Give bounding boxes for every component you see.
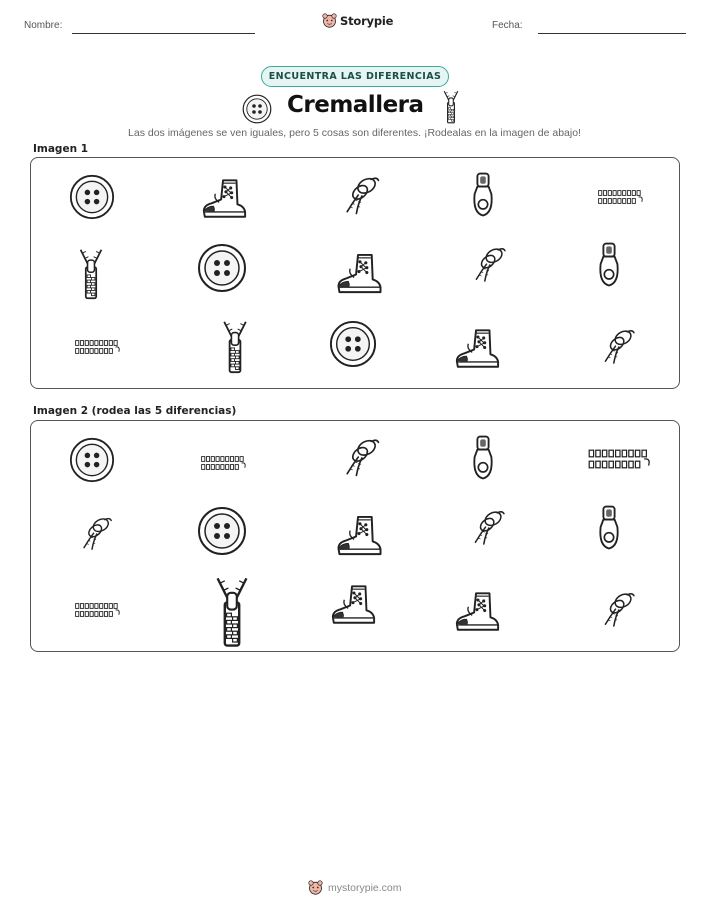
boot-icon bbox=[453, 327, 501, 371]
boot-icon[interactable] bbox=[453, 590, 501, 634]
storypie-logo bbox=[322, 13, 393, 28]
rope-icon bbox=[468, 244, 510, 286]
zipper-icon bbox=[221, 320, 249, 374]
button-title-icon bbox=[242, 94, 272, 124]
zipper-pull-icon bbox=[469, 171, 497, 219]
button-icon bbox=[69, 174, 115, 220]
footer-url[interactable]: mystorypie.com bbox=[328, 881, 402, 894]
zipper-teeth-icon bbox=[597, 189, 645, 205]
rope-icon bbox=[597, 326, 639, 368]
name-label: Nombre: bbox=[24, 20, 63, 31]
rope-icon bbox=[338, 173, 384, 219]
button-icon bbox=[329, 320, 377, 368]
image-1-label: Imagen 1 bbox=[33, 143, 89, 155]
zipper-teeth-icon[interactable] bbox=[74, 602, 122, 618]
date-label: Fecha: bbox=[492, 20, 523, 31]
boot-icon[interactable] bbox=[334, 514, 384, 558]
zipper-teeth-icon bbox=[74, 339, 122, 355]
footer bbox=[308, 880, 402, 895]
mascot-icon bbox=[308, 880, 323, 895]
boot-icon bbox=[200, 177, 248, 221]
page-title: Cremallera bbox=[287, 92, 424, 118]
button-icon bbox=[197, 243, 247, 293]
image-2-label: Imagen 2 (rodea las 5 diferencias) bbox=[33, 405, 237, 417]
zipper-pull-icon[interactable] bbox=[469, 434, 497, 482]
activity-badge: ENCUENTRA LAS DIFERENCIAS bbox=[261, 66, 449, 87]
brand-name: Storypie bbox=[340, 13, 394, 28]
zipper-icon[interactable] bbox=[212, 576, 252, 648]
zipper-title-icon bbox=[441, 90, 461, 124]
rope-icon[interactable] bbox=[76, 514, 116, 554]
rope-icon[interactable] bbox=[597, 589, 639, 631]
button-icon[interactable] bbox=[197, 506, 247, 556]
zipper-icon bbox=[77, 248, 105, 300]
date-field-line[interactable] bbox=[538, 33, 686, 34]
zipper-pull-icon[interactable] bbox=[595, 503, 623, 553]
zipper-teeth-icon[interactable] bbox=[200, 455, 248, 471]
boot-icon bbox=[334, 252, 384, 296]
button-icon[interactable] bbox=[69, 437, 115, 483]
name-field-line[interactable] bbox=[72, 33, 255, 34]
rope-icon[interactable] bbox=[467, 507, 509, 549]
boot-icon[interactable] bbox=[329, 583, 377, 627]
instructions: Las dos imágenes se ven iguales, pero 5 cosas son diferentes. ¡Rodealas en la imagen de abajo! bbox=[128, 127, 581, 139]
rope-icon[interactable] bbox=[338, 435, 384, 481]
zipper-teeth-icon[interactable] bbox=[587, 448, 653, 470]
zipper-pull-icon bbox=[595, 240, 623, 290]
mascot-icon bbox=[322, 13, 337, 28]
